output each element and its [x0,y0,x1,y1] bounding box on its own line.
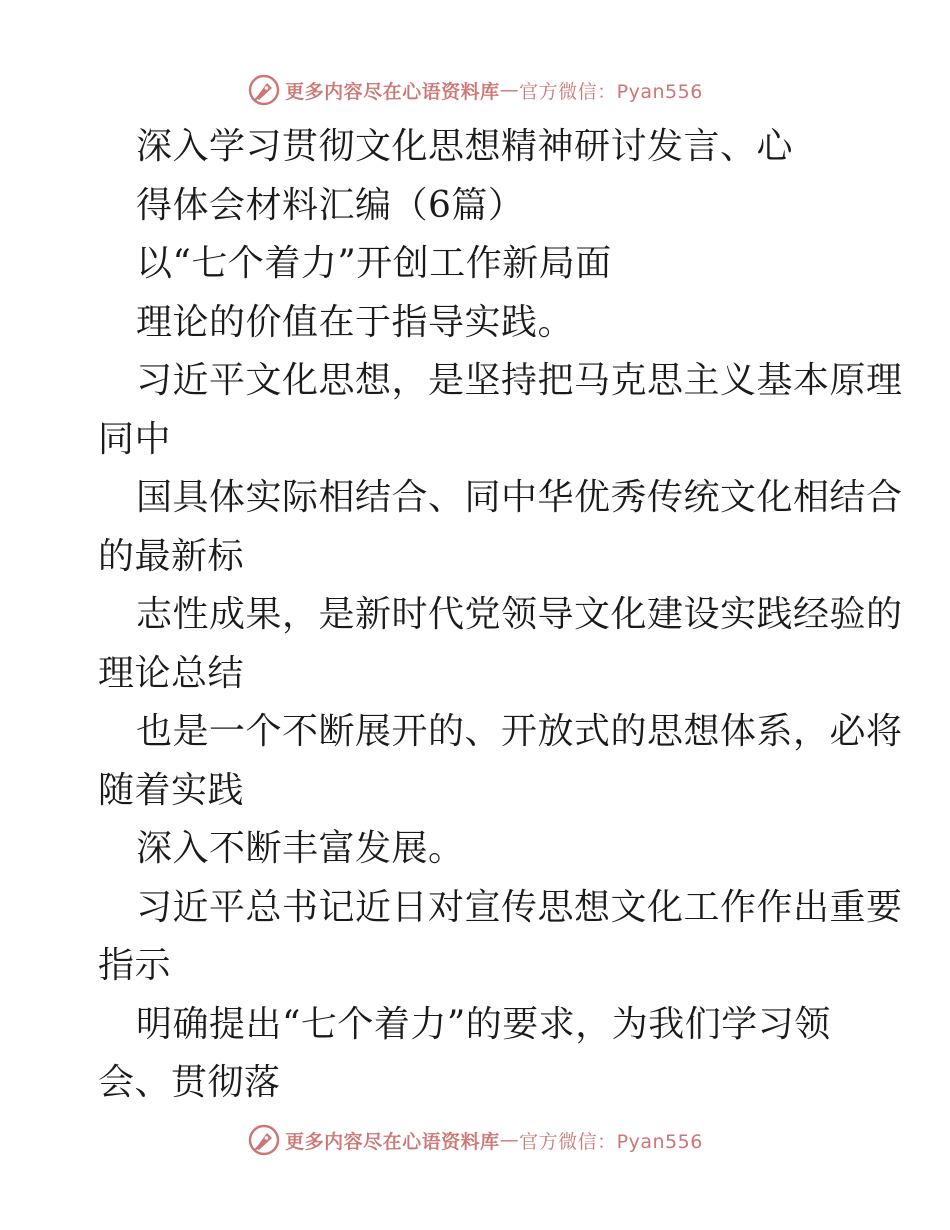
paragraph-line: 志性成果，是新时代党领导文化建设实践经验的 [136,594,903,635]
title-line-2: 得体会材料汇编（6篇） [136,184,525,226]
paragraph-line: 的最新标 [98,535,245,577]
watermark-wechat-text: 官方微信：Pyan556 [519,80,703,103]
subtitle-line: 以“七个着力”开创工作新局面 [136,243,612,284]
paragraph-line: 同中 [98,418,172,460]
paragraph-line: 指示 [98,945,172,986]
watermark-source-text: 更多内容尽在心语资料库 [285,80,500,103]
paragraph-line: 习近平文化思想，是坚持把马克思主义基本原理 [136,360,903,401]
watermark-dash: — [499,79,520,101]
watermark-dash: — [499,1129,520,1151]
document-body [0,118,950,1113]
paragraph-line: 明确提出“七个着力”的要求，为我们学习领 [136,1003,831,1045]
paragraph-line: 随着实践 [98,769,245,811]
watermark-wechat-text: 官方微信：Pyan556 [519,1130,703,1153]
watermark-source-text: 更多内容尽在心语资料库 [285,1130,500,1153]
paragraph-line: 国具体实际相结合、同中华优秀传统文化相结合 [136,477,903,518]
paragraph-line: 理论的价值在于指导实践。 [136,301,575,343]
paragraph-line: 习近平总书记近日对宣传思想文化工作作出重要 [136,886,903,928]
title-line-1: 深入学习贯彻文化思想精神研讨发言、心 [136,126,794,167]
header-watermark [0,70,950,110]
paragraph-line: 理论总结 [98,652,245,694]
paragraph-line: 会、贯彻落 [98,1062,281,1103]
pen-nib-logo-icon [247,1123,281,1157]
paragraph-line: 深入不断丰富发展。 [136,828,465,869]
paragraph-line: 也是一个不断展开的、开放式的思想体系，必将 [136,711,903,752]
footer-watermark [0,1120,950,1160]
pen-nib-logo-icon [247,73,281,107]
